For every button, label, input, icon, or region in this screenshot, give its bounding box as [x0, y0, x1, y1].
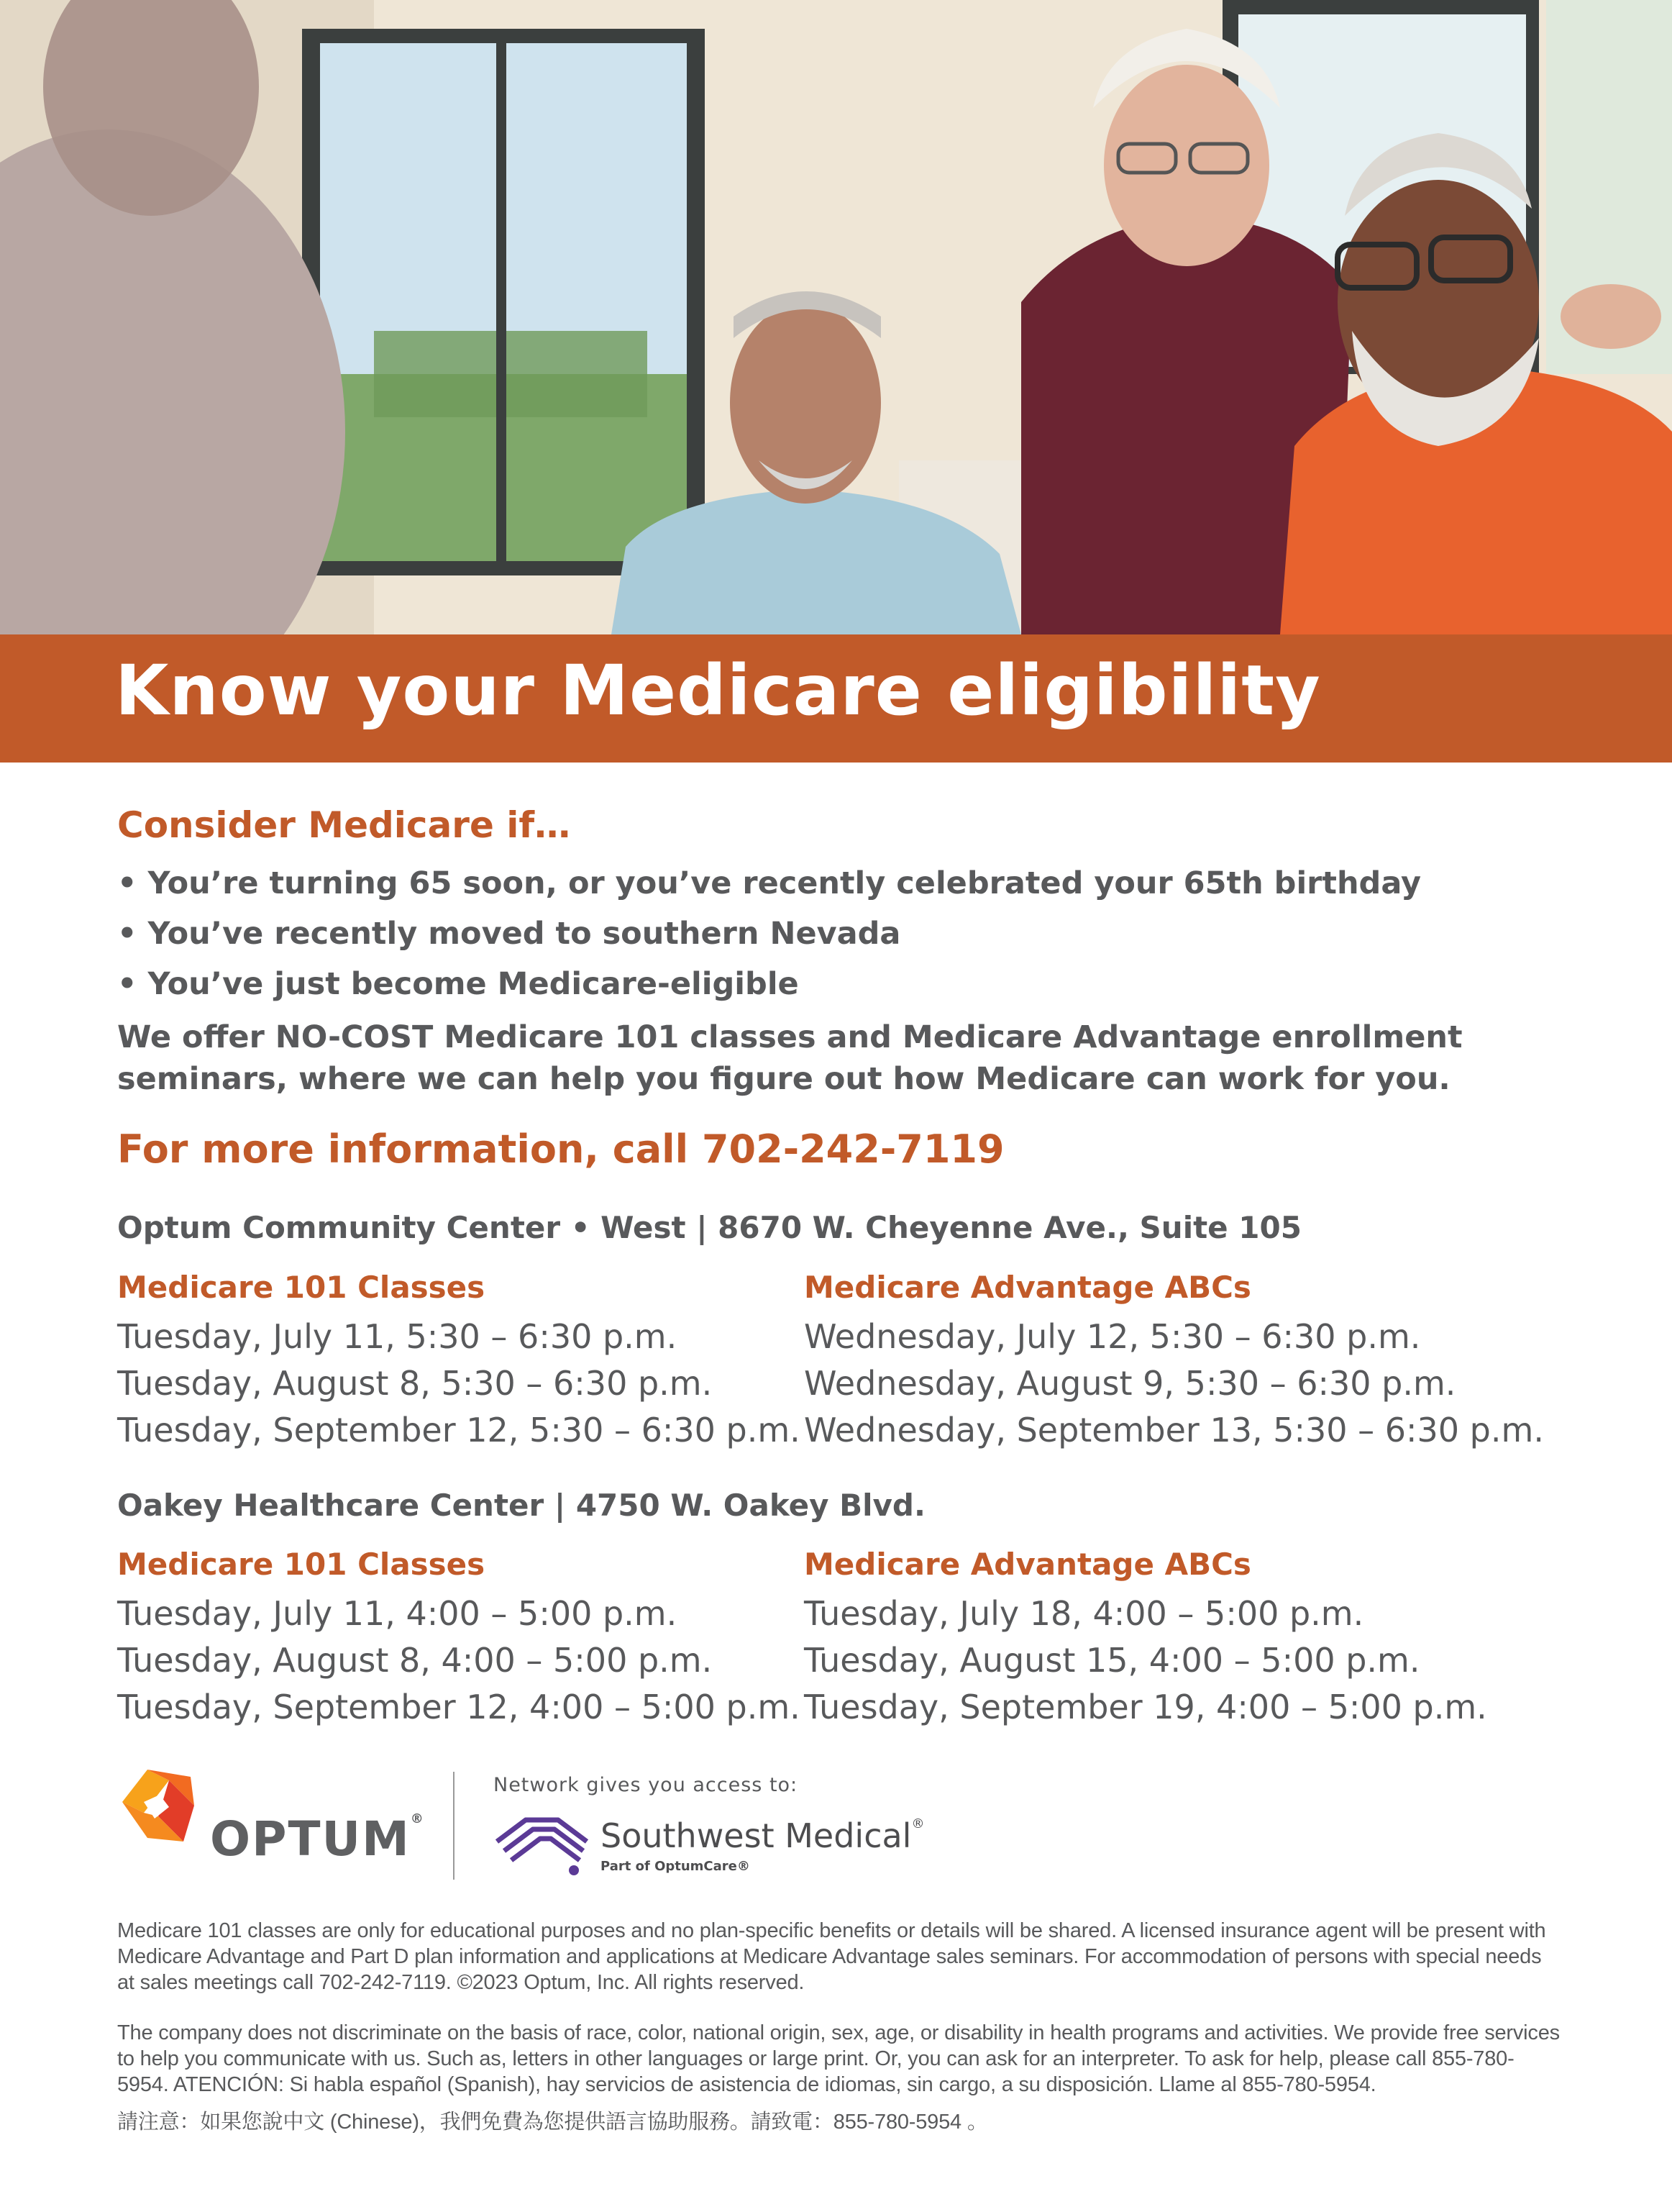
schedule-item: Tuesday, August 8, 4:00 – 5:00 p.m. [117, 1641, 713, 1680]
info-phone-line: For more information, call 702-242-7119 [117, 1127, 1005, 1172]
medicare-101-schedule [117, 1314, 800, 1454]
schedule-item: Tuesday, September 12, 4:00 – 5:00 p.m. [117, 1688, 800, 1726]
advantage-abcs-schedule [804, 1590, 1487, 1731]
schedule-item: Wednesday, August 9, 5:30 – 6:30 p.m. [804, 1364, 1456, 1403]
network-access-text: Network gives you access to: [493, 1774, 798, 1796]
advantage-abcs-schedule [804, 1314, 1544, 1454]
optum-name: OPTUM [210, 1811, 411, 1867]
optum-logo-icon [115, 1762, 201, 1852]
medicare-101-heading: Medicare 101 Classes [117, 1270, 485, 1305]
southwest-medical-logo-icon [493, 1809, 594, 1880]
southwest-medical-name: Southwest Medical [600, 1816, 912, 1855]
medicare-101-heading: Medicare 101 Classes [117, 1547, 485, 1582]
offer-paragraph: We offer NO-COST Medicare 101 classes and Medicare Advantage enrollment seminars, where we can help you figure out how Medicare can work for you. [117, 1019, 1463, 1097]
advantage-abcs-heading: Medicare Advantage ABCs [804, 1547, 1251, 1582]
eligibility-bullet: • You’ve recently moved to southern Nevada [117, 916, 901, 952]
eligibility-bullet-list [117, 863, 1421, 1014]
hero-photo [0, 0, 1672, 634]
schedule-item: Wednesday, July 12, 5:30 – 6:30 p.m. [804, 1317, 1421, 1356]
location-title-oakey: Oakey Healthcare Center | 4750 W. Oakey Blvd. [117, 1488, 926, 1523]
consider-heading: Consider Medicare if… [117, 804, 571, 846]
eligibility-bullet: • You’ve just become Medicare-eligible [117, 966, 799, 1002]
title-band [0, 634, 1672, 763]
southwest-medical-wordmark [600, 1816, 924, 1855]
medicare-101-schedule [117, 1590, 800, 1731]
schedule-item: Tuesday, August 8, 5:30 – 6:30 p.m. [117, 1364, 713, 1403]
schedule-item: Tuesday, July 18, 4:00 – 5:00 p.m. [804, 1594, 1364, 1633]
advantage-abcs-heading: Medicare Advantage ABCs [804, 1270, 1251, 1305]
disclaimer-paragraph: Medicare 101 classes are only for educational purposes and no plan-specific benefits or details will be shared. A licensed insurance agent will be present with Medicare Advantage and Part D plan information and applications at Medicare Advantage sales seminars. For accommodation of persons with special needs at sales meetings call 702-242-7119. ©2023 Optum, Inc. All rights reserved. [117, 1919, 1546, 1994]
location-title-west: Optum Community Center • West | 8670 W. Cheyenne Ave., Suite 105 [117, 1210, 1302, 1245]
optum-registered-mark: ® [410, 1811, 425, 1826]
logo-divider [453, 1772, 454, 1880]
chinese-language-notice: 請注意：如果您說中文 (Chinese)，我們免費為您提供語言協助服務。請致電：855-780-5954 。 [117, 2111, 988, 2134]
page-title: Know your Medicare eligibility [115, 650, 1321, 731]
schedule-item: Tuesday, July 11, 5:30 – 6:30 p.m. [117, 1317, 677, 1356]
schedule-item: Tuesday, September 19, 4:00 – 5:00 p.m. [804, 1688, 1487, 1726]
nondiscrimination-paragraph: The company does not discriminate on the basis of race, color, national origin, sex, age, or disability in health programs and activities. We provide free services to help you communicate with us. Such as, letters in other languages or large print. Or, you can ask for an interpreter. To ask for help, please call 855-780-5954. ATENCIÓN: Si habla español (Spanish), hay servicios de asistencia de idiomas, sin cargo, a su disposición. Llame al 855-780-5954. [117, 2021, 1560, 2096]
optum-wordmark [210, 1811, 425, 1867]
schedule-item: Tuesday, July 11, 4:00 – 5:00 p.m. [117, 1594, 677, 1633]
schedule-item: Tuesday, September 12, 5:30 – 6:30 p.m. [117, 1411, 800, 1449]
southwest-registered-mark: ® [911, 1816, 925, 1831]
schedule-item: Wednesday, September 13, 5:30 – 6:30 p.m. [804, 1411, 1544, 1449]
southwest-medical-tagline: Part of OptumCare® [600, 1859, 750, 1874]
eligibility-bullet: • You’re turning 65 soon, or you’ve recently celebrated your 65th birthday [117, 865, 1422, 901]
schedule-item: Tuesday, August 15, 4:00 – 5:00 p.m. [804, 1641, 1420, 1680]
